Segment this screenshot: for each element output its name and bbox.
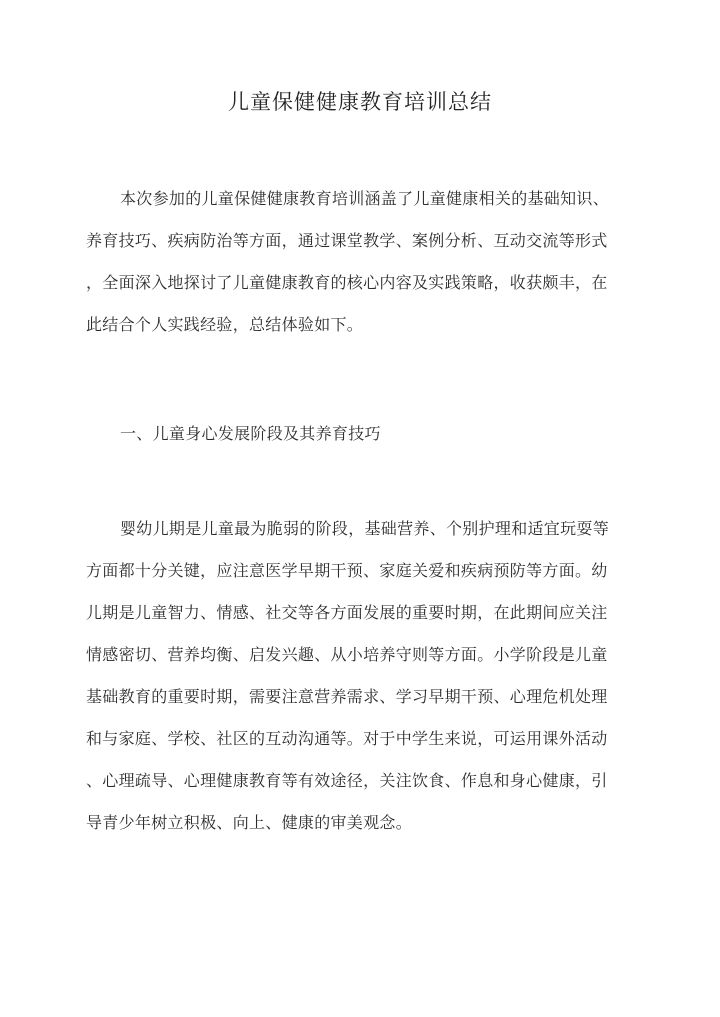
intro-paragraph [86, 178, 638, 346]
paragraph-line: 和与家庭、学校、社区的互动沟通等。对于中学生来说，可运用课外活动 [86, 729, 608, 748]
paragraph-line: ，全面深入地探讨了儿童健康教育的核心内容及实践策略，收获颇丰，在 [86, 273, 608, 292]
section1-paragraph [86, 508, 638, 844]
paragraph-line: 儿期是儿童智力、情感、社交等各方面发展的重要时期，在此期间应关注 [86, 603, 608, 622]
paragraph-line: 本次参加的儿童保健健康教育培训涵盖了儿童健康相关的基础知识、 [120, 189, 610, 208]
paragraph-line: 养育技巧、疾病防治等方面，通过课堂教学、案例分析、互动交流等形式 [86, 231, 608, 250]
paragraph-line: 情感密切、营养均衡、启发兴趣、从小培养守则等方面。小学阶段是儿童 [86, 645, 608, 664]
paragraph-line: 此结合个人实践经验，总结体验如下。 [86, 315, 364, 334]
section-heading: 一、儿童身心发展阶段及其养育技巧 [120, 424, 381, 443]
paragraph-line: 方面都十分关键，应注意医学早期干预、家庭关爱和疾病预防等方面。幼 [86, 561, 608, 580]
paragraph-line: 导青少年树立积极、向上、健康的审美观念。 [86, 813, 413, 832]
paragraph-line: 婴幼儿期是儿童最为脆弱的阶段，基础营养、个别护理和适宜玩耍等 [120, 519, 610, 538]
paragraph-line: 、心理疏导、心理健康教育等有效途径，关注饮食、作息和身心健康，引 [86, 771, 608, 790]
document-title: 儿童保健健康教育培训总结 [228, 90, 492, 114]
paragraph-line: 基础教育的重要时期，需要注意营养需求、学习早期干预、心理危机处理 [86, 687, 608, 706]
